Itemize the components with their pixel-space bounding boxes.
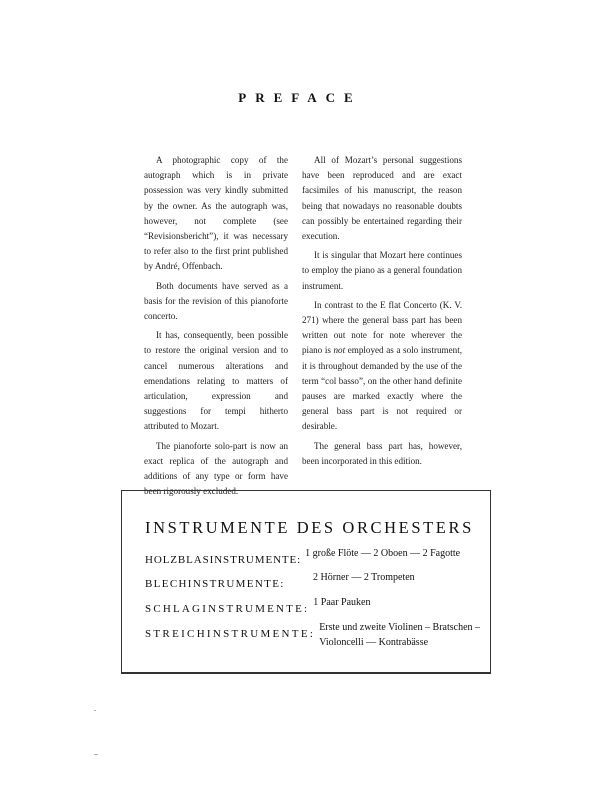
paragraph-text: employed as a solo instrument, it is throughout demanded by the use of the term “col basso”, on the other hand definite pauses are marked exactly where the general bass part is not required or desirable. bbox=[302, 345, 462, 432]
paragraph: It has, consequently, been possible to restore the original version and to cancel numerous alterations and emendations relating to matters of articulation, expression and suggestions for tempi hitherto attributed to Mozart. bbox=[144, 330, 288, 432]
scan-speck bbox=[94, 710, 96, 711]
instruments-box bbox=[121, 490, 491, 674]
scan-speck bbox=[94, 754, 98, 755]
instrument-group-label: HOLZBLASINSTRUMENTE: bbox=[145, 554, 302, 566]
instrument-group-value bbox=[319, 622, 480, 648]
emphasis-text: not bbox=[333, 345, 346, 356]
instrument-row-woodwinds bbox=[145, 548, 460, 567]
paragraph: The general bass part has, however, been incorporated in this edition. bbox=[302, 440, 462, 466]
paragraph: Both documents have served as a basis for the revision of this pianoforte concerto. bbox=[144, 280, 288, 322]
preface-column-left bbox=[144, 153, 288, 503]
instrument-group-label: BLECHINSTRUMENTE: bbox=[145, 578, 285, 590]
paragraph-text: In contrast to the E flat Concerto (K. V. 271) where the general bass part has been written out note for note wherever the piano is bbox=[302, 299, 462, 356]
instrument-row-percussion bbox=[145, 597, 371, 616]
instrument-group-value: 1 große Flöte — 2 Oboen — 2 Fagotte bbox=[305, 548, 461, 559]
instrument-group-value: 2 Hörner — 2 Trompeten bbox=[313, 572, 415, 583]
instruments-title: INSTRUMENTE DES ORCHESTERS bbox=[145, 518, 474, 537]
value-line-2: Violoncelli — Kontrabässe bbox=[319, 637, 429, 648]
instrument-row-strings bbox=[145, 622, 480, 648]
instrument-group-value: 1 Paar Pauken bbox=[313, 597, 371, 608]
paragraph: It is singular that Mozart here continues to employ the piano as a general foundation instrument. bbox=[302, 250, 462, 291]
paragraph: A photographic copy of the autograph which is in private possession was very kindly submitted by the owner. As the autograph was, however, not complete (see “Revisionsbericht”), it was necessary to refer also to the first print published by André, Offenbach. bbox=[144, 155, 288, 272]
value-line-1: Erste und zweite Violinen – Bratschen – bbox=[319, 622, 481, 633]
instrument-row-brass bbox=[145, 572, 415, 591]
instrument-group-label: STREICHINSTRUMENTE: bbox=[145, 628, 316, 640]
preface-column-right bbox=[302, 153, 462, 473]
paragraph bbox=[302, 298, 462, 435]
page-title: PREFACE bbox=[238, 90, 362, 105]
instrument-group-label: SCHLAGINSTRUMENTE: bbox=[145, 603, 310, 615]
paragraph: The pianoforte solo-part is now an exact replica of the autograph and additions of any type or form have been rigorously excluded. bbox=[144, 440, 288, 497]
paragraph: All of Mozart’s personal suggestions have been reproduced and are exact facsimiles of his manuscript, the reason being that nowadays no reasonable doubts can possibly be entertained regarding their execution. bbox=[302, 155, 462, 242]
